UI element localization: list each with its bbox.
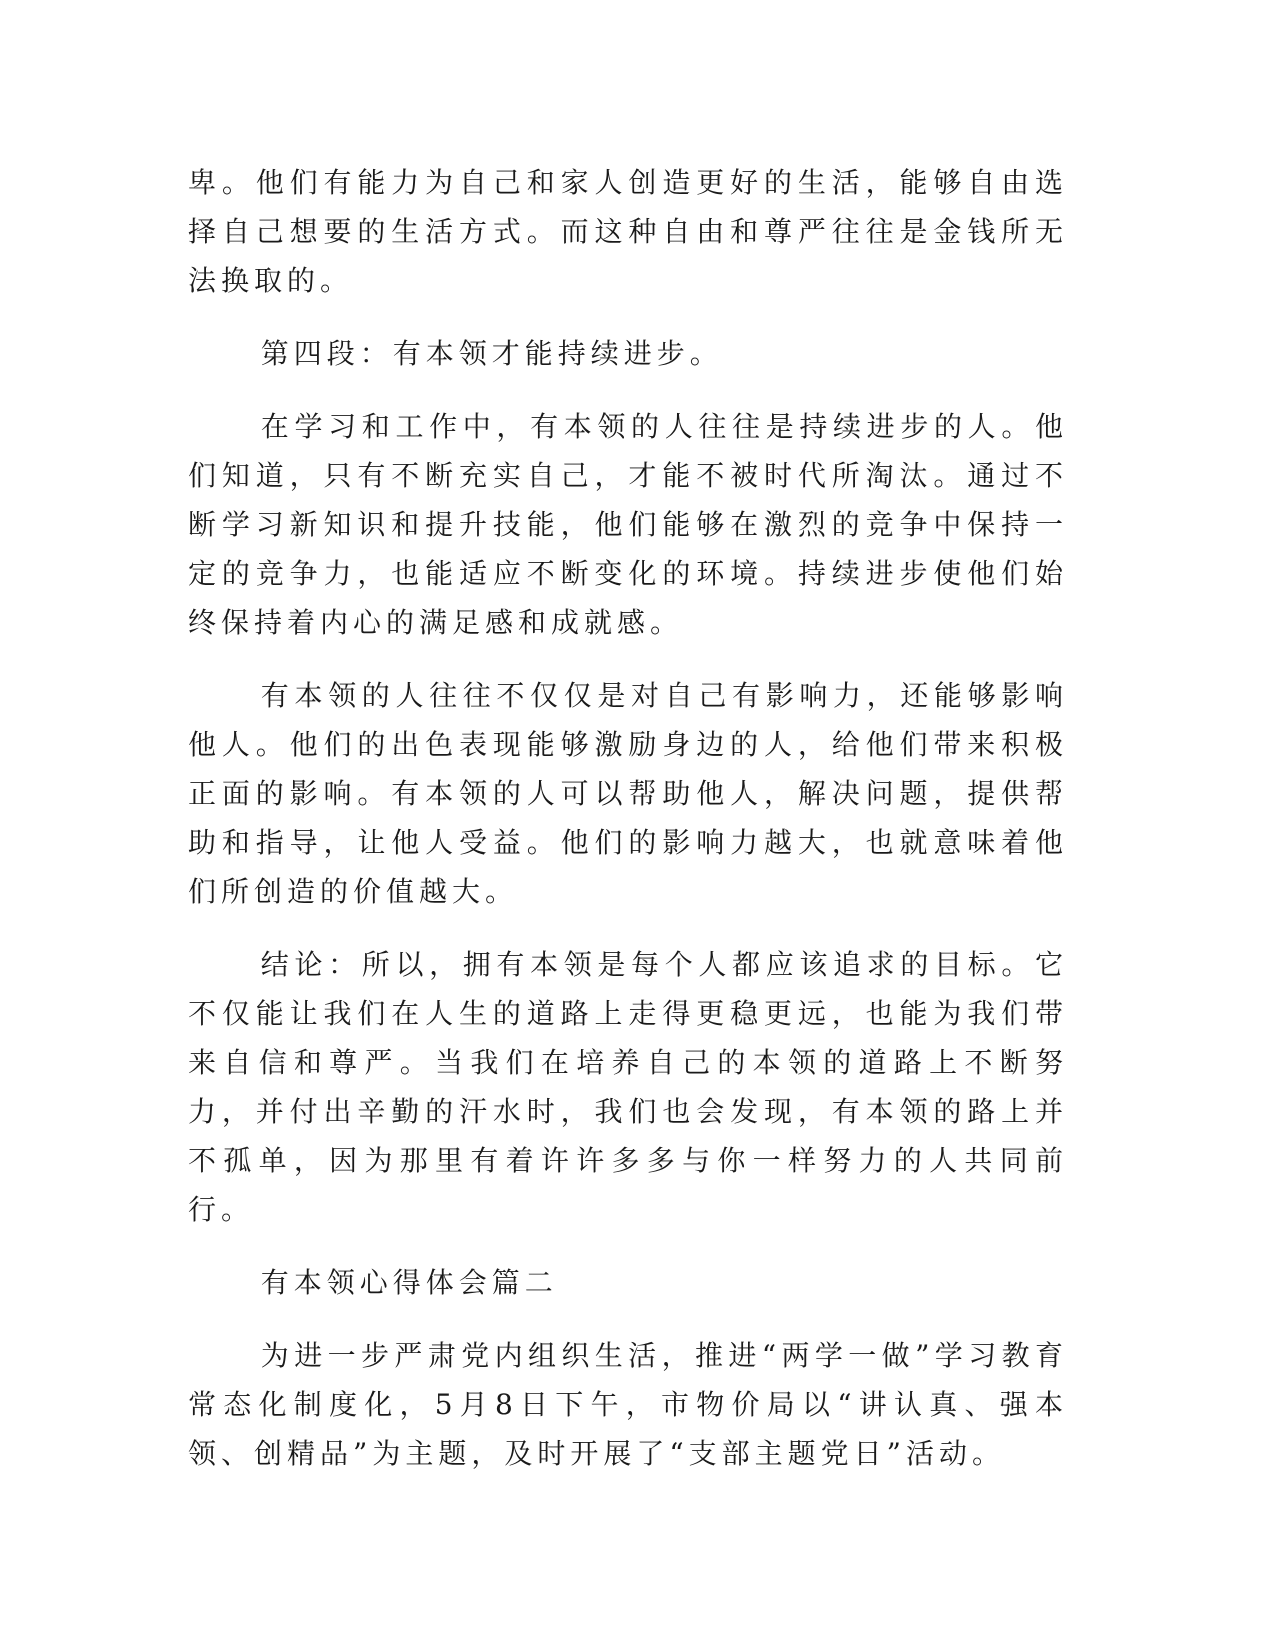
paragraph-conclusion: 结论：所以，拥有本领是每个人都应该追求的目标。它不仅能让我们在人生的道路上走得更稳更远，也能为我们带来自信和尊严。当我们在培养自己的本领的道路上不断努力，并付出辛勤的汗水时，我们也会发现，有本领的路上并不孤单，因为那里有着许许多多与你一样努力的人共同前行。 xyxy=(188,948,1068,1226)
document-body xyxy=(188,158,1068,1478)
paragraph-continuation: 卑。他们有能力为自己和家人创造更好的生活，能够自由选择自己想要的生活方式。而这种自由和尊严往往是金钱所无法换取的。 xyxy=(188,166,1068,297)
section-heading-part-two: 有本领心得体会篇二 xyxy=(260,1266,558,1299)
paragraph-continuous-progress: 在学习和工作中，有本领的人往往是持续进步的人。他们知道，只有不断充实自己，才能不被时代所淘汰。通过不断学习新知识和提升技能，他们能够在激烈的竞争中保持一定的竞争力，也能适应不断变化的环境。持续进步使他们始终保持着内心的满足感和成就感。 xyxy=(188,410,1068,639)
paragraph-influence: 有本领的人往往不仅仅是对自己有影响力，还能够影响他人。他们的出色表现能够激励身边的人，给他们带来积极正面的影响。有本领的人可以帮助他人，解决问题，提供帮助和指导，让他人受益。他们的影响力越大，也就意味着他们所创造的价值越大。 xyxy=(188,679,1068,908)
section-heading-part-four: 第四段：有本领才能持续进步。 xyxy=(260,337,723,370)
paragraph-activity-report: 为进一步严肃党内组织生活，推进“两学一做”学习教育常态化制度化，5月8日下午，市物价局以“讲认真、强本领、创精品”为主题，及时开展了“支部主题党日”活动。 xyxy=(188,1339,1068,1470)
